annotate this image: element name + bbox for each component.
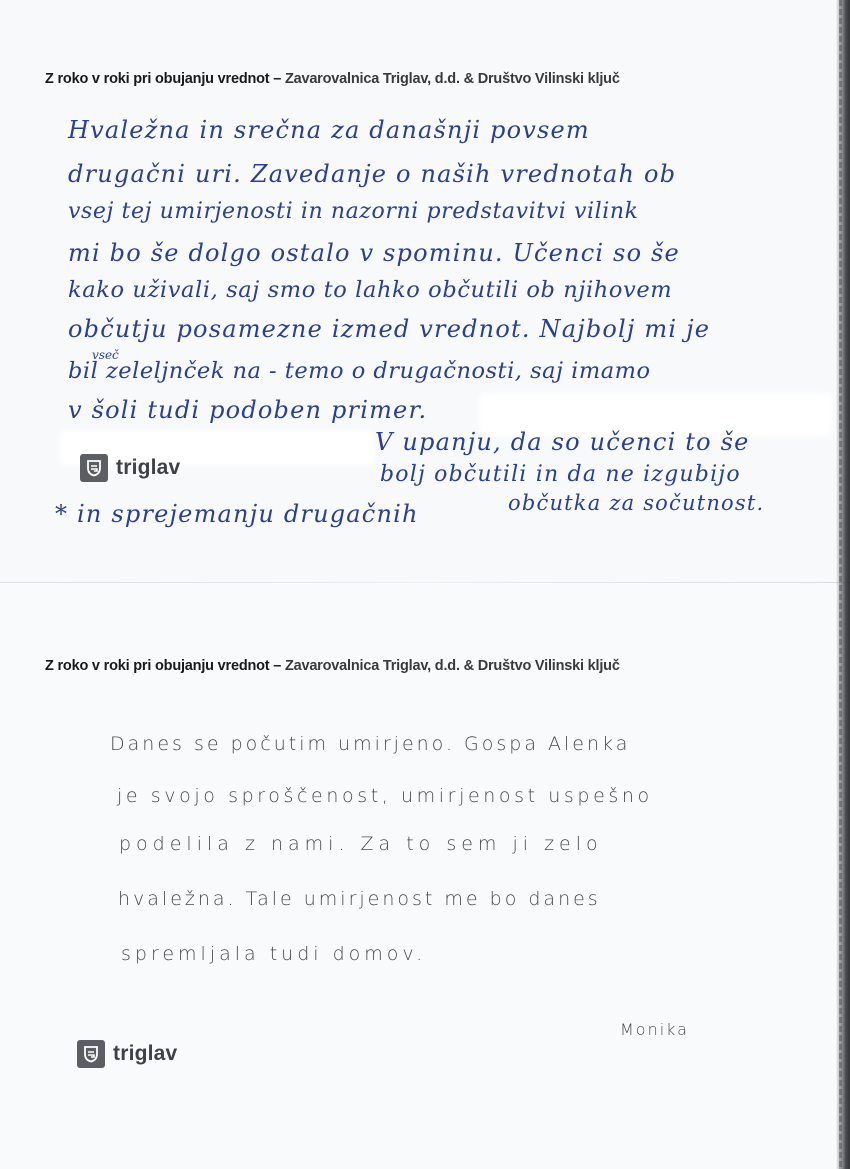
logo-text: triglav xyxy=(113,1042,178,1065)
pencil-line: spremljala tudi domov. xyxy=(121,943,427,965)
triglav-logo-icon xyxy=(77,1040,105,1068)
handwritten-line: občutka za sočutnost. xyxy=(508,491,765,515)
triglav-logo xyxy=(80,454,180,482)
scan-edge-texture xyxy=(839,0,842,1169)
pencil-line: hvaležna. Tale umirjenost me bo danes xyxy=(118,888,601,910)
triglav-logo-icon xyxy=(80,454,108,482)
header-prefix: Z roko v roki pri obujanju vrednot – xyxy=(45,71,285,87)
signature: Monika xyxy=(620,1020,689,1039)
handwritten-line: vsej tej umirjenosti in nazorni predstavitvi vilink xyxy=(68,199,639,224)
logo-text: triglav xyxy=(116,456,181,479)
triglav-logo xyxy=(77,1040,177,1068)
sheet2-header xyxy=(45,658,620,674)
pencil-line: Danes se počutim umirjeno. Gospa Alenka xyxy=(110,733,631,755)
handwritten-line: občutju posamezne izmed vrednot. Najbolj mi je xyxy=(68,315,711,343)
handwritten-line: kako uživali, saj smo to lahko občutili ob njihovem xyxy=(68,277,673,303)
handwritten-line: Hvaležna in srečna za današnji povsem xyxy=(68,116,590,144)
header-org: Zavarovalnica Triglav, d.d. & Društvo Vilinski ključ xyxy=(284,71,620,87)
handwritten-line: drugačni uri. Zavedanje o naših vrednotah ob xyxy=(68,160,677,188)
handwritten-line: bil zeleljnček na - temo o drugačnosti, saj imamo xyxy=(68,358,651,384)
handwritten-line: V upanju, da so učenci to še xyxy=(375,428,750,456)
header-prefix: Z roko v roki pri obujanju vrednot – xyxy=(45,658,285,674)
insertion-note: vseč xyxy=(92,348,119,362)
handwritten-line: mi bo še dolgo ostalo v spominu. Učenci so še xyxy=(68,239,680,267)
handwritten-line: * in sprejemanju drugačnih xyxy=(55,500,419,528)
header-org: Zavarovalnica Triglav, d.d. & Društvo Vilinski ključ xyxy=(284,658,620,674)
handwritten-line: v šoli tudi podoben primer. xyxy=(68,396,428,424)
pencil-line: podelila z nami. Za to sem ji zelo xyxy=(119,833,603,855)
handwritten-line: bolj občutili in da ne izgubijo xyxy=(380,462,741,487)
pencil-line: je svojo sproščenost, umirjenost uspešno xyxy=(117,785,653,807)
sheet1-header xyxy=(45,71,620,87)
